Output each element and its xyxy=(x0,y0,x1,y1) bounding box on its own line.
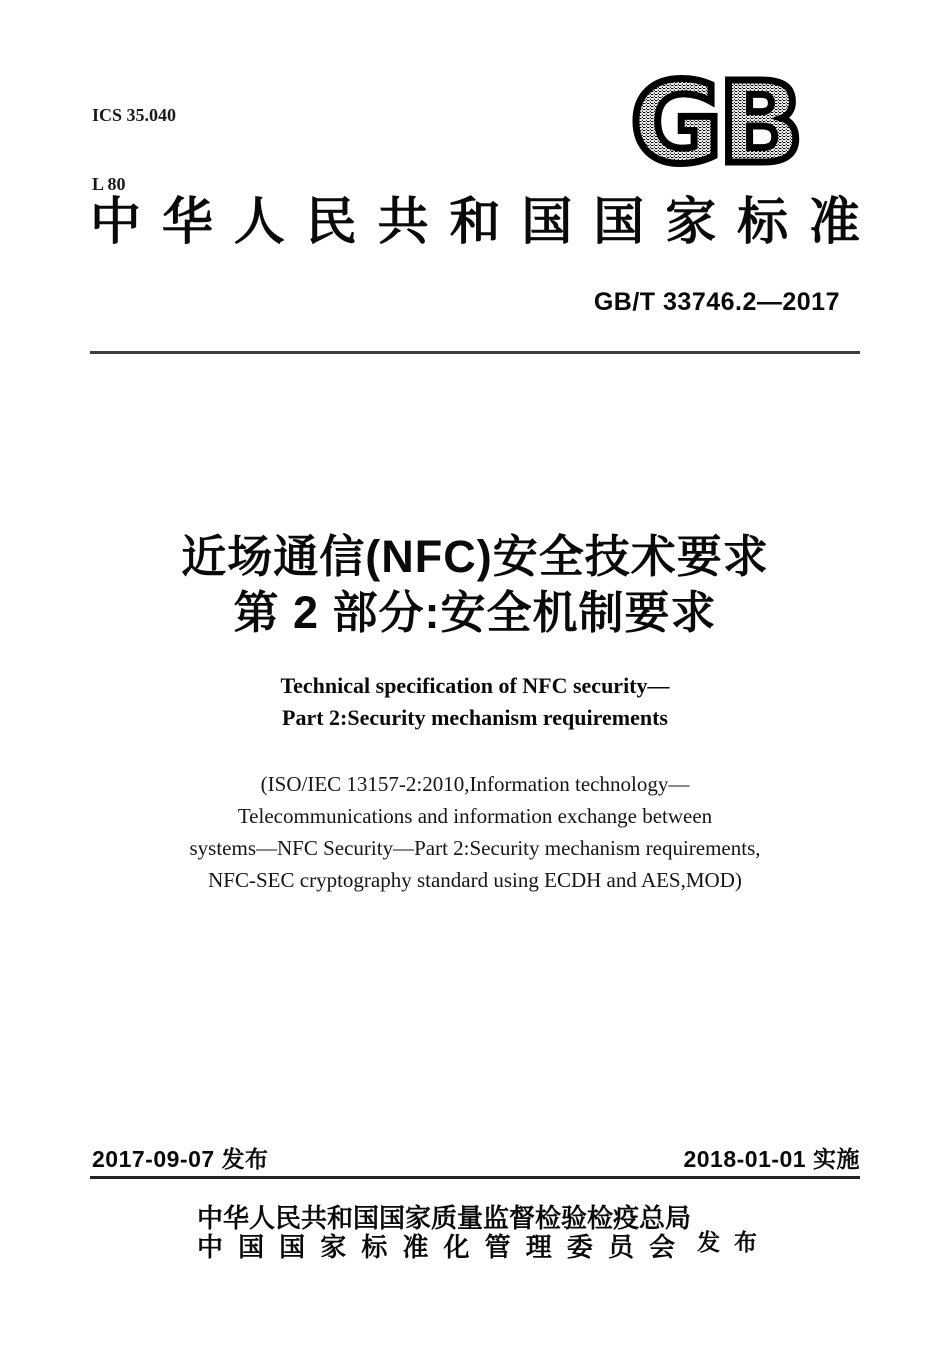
title-english-line2: Part 2:Security mechanism requirements xyxy=(282,705,668,730)
implementation-date: 2018-01-01 实施 xyxy=(683,1146,860,1172)
publisher-line1: 中华人民共和国国家质量监督检验检疫总局 xyxy=(197,1204,692,1233)
publisher-line2: 中国国家标准化管理委员会 xyxy=(197,1233,675,1262)
iso-reference-line: systems—NFC Security—Part 2:Security mechanism requirements, xyxy=(189,836,761,860)
title-english-line1: Technical specification of NFC security— xyxy=(280,673,670,698)
national-standard-heading: 中华人民共和国国家标准 xyxy=(90,195,860,251)
gb-standard-logo-icon xyxy=(623,70,807,168)
title-chinese-line2: 第 2 部分:安全机制要求 xyxy=(233,587,717,638)
publisher-block xyxy=(197,1204,692,1262)
ics-code: ICS 35.040 xyxy=(92,105,177,125)
gb-logo-text: GB xyxy=(630,70,800,168)
footer-rule xyxy=(90,1176,860,1179)
iso-reference-block xyxy=(0,768,950,896)
title-chinese-line1: 近场通信(NFC)安全技术要求 xyxy=(181,531,769,582)
class-code: L 80 xyxy=(92,174,126,194)
header-rule xyxy=(90,351,860,354)
iso-reference-line: (ISO/IEC 13157-2:2010,Information technology— xyxy=(260,772,690,796)
issue-date: 2017-09-07 发布 xyxy=(92,1146,269,1172)
iso-reference-line: NFC-SEC cryptography standard using ECDH and AES,MOD) xyxy=(208,868,742,892)
publish-label: 发布 xyxy=(697,1229,771,1255)
standard-number: GB/T 33746.2—2017 xyxy=(593,288,840,316)
iso-reference-line: Telecommunications and information exchange between xyxy=(237,804,713,828)
